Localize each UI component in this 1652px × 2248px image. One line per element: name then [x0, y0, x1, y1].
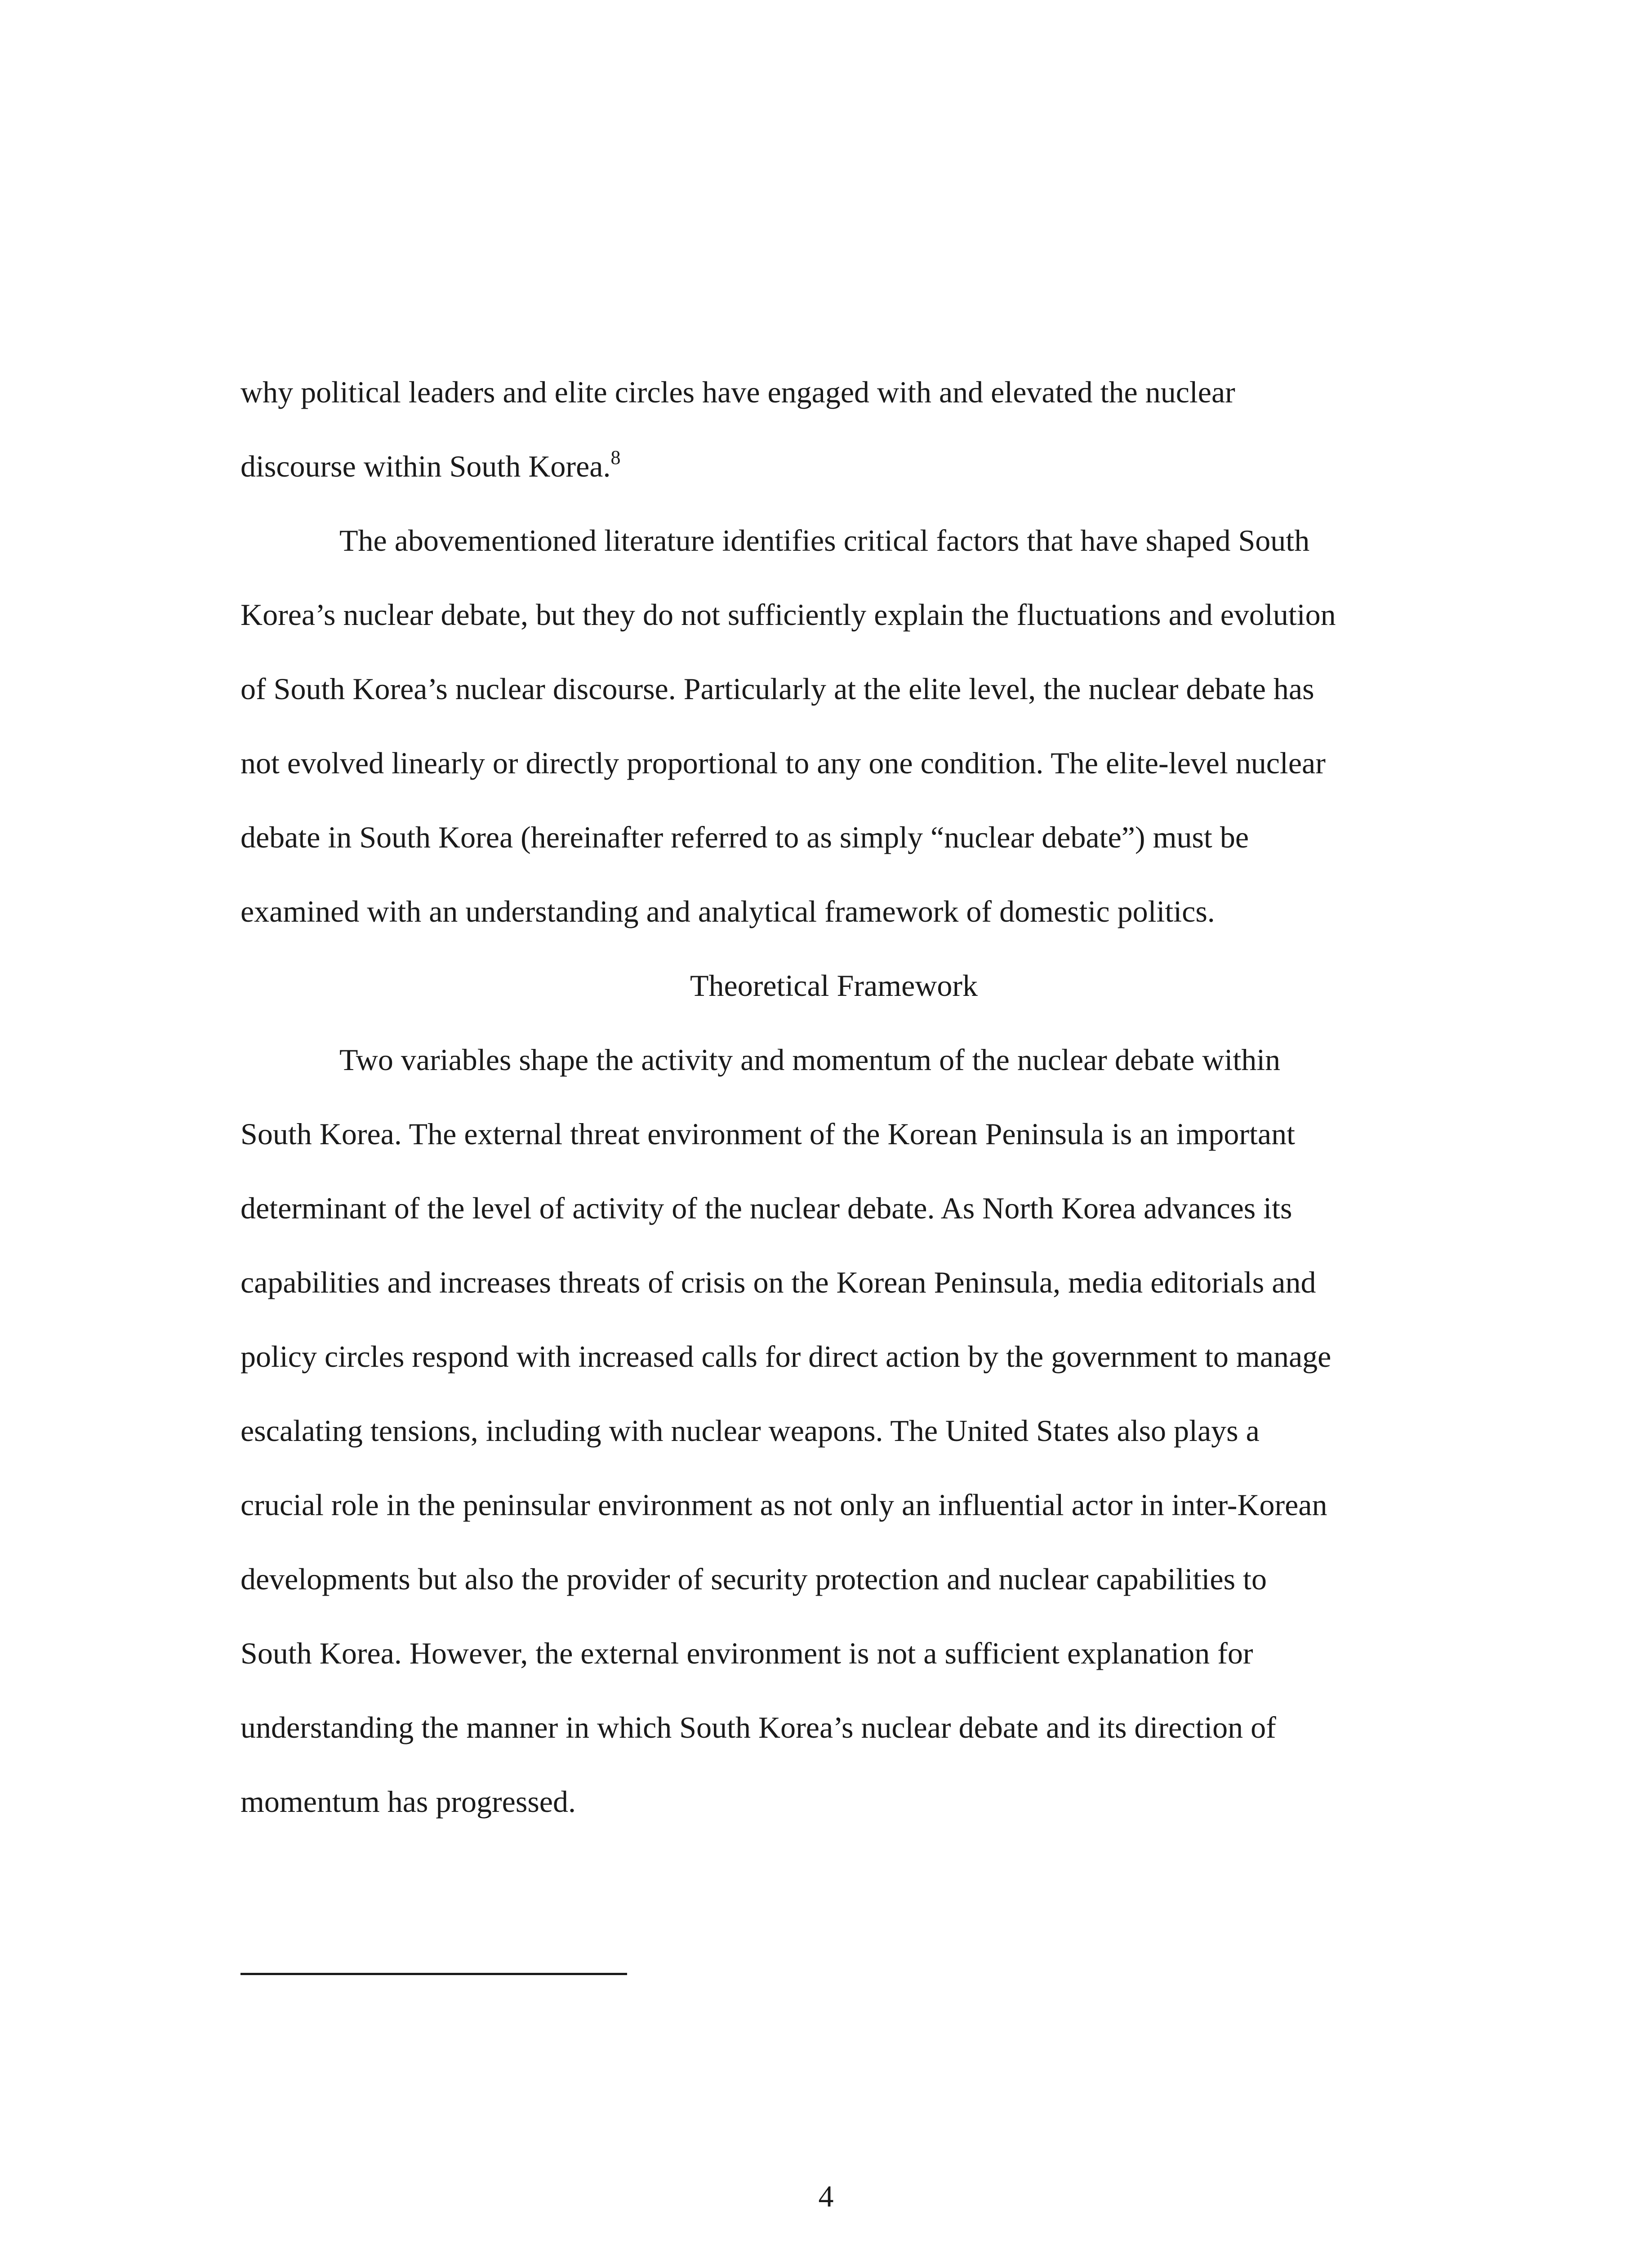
paragraph-3-line-3: determinant of the level of activity of the nuclear debate. As North Korea advances its — [240, 1191, 1292, 1225]
paragraph-3-line-11: momentum has progressed. — [240, 1784, 576, 1819]
paragraph-1-line-1: why political leaders and elite circles have engaged with and elevated the nuclear — [240, 375, 1235, 409]
paragraph-3-line-9: South Korea. However, the external environment is not a sufficient explanation for — [240, 1636, 1253, 1670]
paragraph-2-line-4: not evolved linearly or directly proportional to any one condition. The elite-level nuclear — [240, 746, 1326, 780]
body-text — [240, 355, 1427, 1839]
paragraph-1-line-2 — [240, 429, 1427, 504]
section-heading: Theoretical Framework — [690, 968, 978, 1003]
page-number: 4 — [818, 2179, 834, 2213]
paragraph-2-line-1: The abovementioned literature identifies critical factors that have shaped South — [339, 523, 1310, 558]
footnote-separator-rule — [240, 1973, 627, 1975]
paragraph-2-line-2: Korea’s nuclear debate, but they do not sufficiently explain the fluctuations and evolution — [240, 598, 1336, 632]
paragraph-3-line-5: policy circles respond with increased calls for direct action by the government to manage — [240, 1339, 1331, 1374]
paragraph-3-line-1: Two variables shape the activity and momentum of the nuclear debate within — [339, 1043, 1281, 1077]
paragraph-3-line-6: escalating tensions, including with nuclear weapons. The United States also plays a — [240, 1414, 1260, 1448]
paragraph-2-line-3: of South Korea’s nuclear discourse. Particularly at the elite level, the nuclear debate has — [240, 672, 1314, 706]
paragraph-3-line-10: understanding the manner in which South Korea’s nuclear debate and its direction of — [240, 1710, 1276, 1744]
paragraph-3-line-8: developments but also the provider of security protection and nuclear capabilities to — [240, 1562, 1267, 1596]
paragraph-2-line-6: examined with an understanding and analytical framework of domestic politics. — [240, 894, 1215, 928]
paragraph-1-line-2-text: discourse within South Korea. — [240, 449, 611, 483]
paragraph-3-line-2: South Korea. The external threat environment of the Korean Peninsula is an important — [240, 1117, 1295, 1151]
footnote-reference-8[interactable]: 8 — [610, 446, 621, 468]
paragraph-3-line-4: capabilities and increases threats of crisis on the Korean Peninsula, media editorials and — [240, 1265, 1316, 1299]
paragraph-2-line-5: debate in South Korea (hereinafter referred to as simply “nuclear debate”) must be — [240, 820, 1249, 854]
paragraph-3-line-7: crucial role in the peninsular environment as not only an influential actor in inter-Korean — [240, 1488, 1327, 1522]
